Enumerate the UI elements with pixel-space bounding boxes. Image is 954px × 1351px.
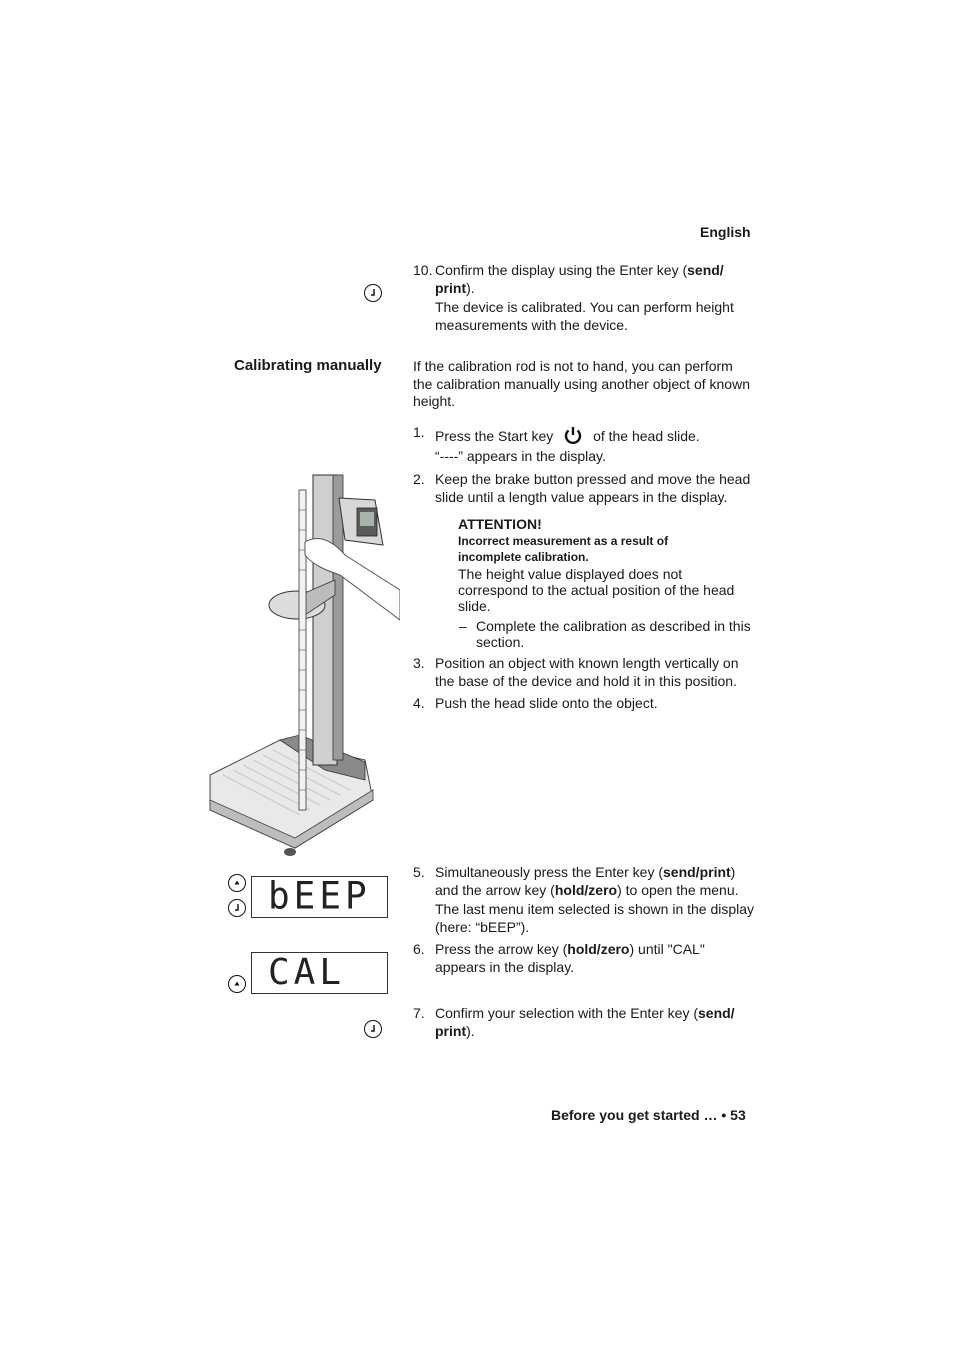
section-intro: If the calibration rod is not to hand, you can perform the calibration manually using another object of known height. (413, 358, 750, 409)
device-illustration (205, 470, 400, 865)
attention-bullet: Complete the calibration as described in this section. (476, 618, 751, 650)
step-4-text: Push the head slide onto the object. (435, 695, 658, 711)
attention-heading: ATTENTION! (458, 516, 542, 532)
lcd-display-beep (251, 876, 388, 918)
step-number: 10. (413, 262, 433, 278)
step-number: 3. (413, 655, 425, 671)
section-title: Calibrating manually (234, 357, 382, 374)
enter-key-icon (228, 899, 246, 917)
enter-key-icon (364, 284, 382, 302)
enter-key-icon (364, 1020, 382, 1038)
page-footer: Before you get started … • 53 (551, 1107, 746, 1123)
lcd-text: bEEP (268, 874, 371, 918)
attention-body: The height value displayed does not correspond to the actual position of the head slide. (458, 566, 735, 614)
step-3-text: Position an object with known length vertically on the base of the device and hold it in this position. (435, 655, 739, 689)
step-6-text: Press the arrow key (hold/zero) until "CAL" appears in the display. (435, 941, 705, 975)
step-number: 2. (413, 471, 425, 487)
step-7-text: Confirm your selection with the Enter key (send/ print). (435, 1005, 735, 1039)
step-number: 5. (413, 864, 425, 880)
language-label: English (700, 224, 751, 240)
step-number: 7. (413, 1005, 425, 1021)
attention-bullet-dash: – (459, 618, 467, 634)
step-10-text: Confirm the display using the Enter key (send/ print). (435, 262, 724, 296)
step-10-result: The device is calibrated. You can perform height measurements with the device. (435, 299, 734, 333)
lcd-text: CAL (268, 952, 346, 993)
step-number: 6. (413, 941, 425, 957)
lcd-display-cal (251, 952, 388, 994)
step-number: 1. (413, 424, 425, 440)
power-icon (562, 424, 584, 451)
step-number: 4. (413, 695, 425, 711)
step-2-text: Keep the brake button pressed and move the head slide until a length value appears in the display. (435, 471, 751, 505)
step-1-result: “----” appears in the display. (435, 448, 606, 464)
step-5-result: The last menu item selected is shown in the display (here: “bEEP”). (435, 901, 755, 935)
arrow-key-icon (228, 874, 246, 892)
step-1-text: Press the Start key of the head slide. (435, 424, 755, 451)
arrow-key-icon (228, 975, 246, 993)
step-5-text: Simultaneously press the Enter key (send/print) and the arrow key (hold/zero) to open the menu. (435, 864, 739, 898)
attention-subheading: Incorrect measurement as a result of incomplete calibration. (458, 534, 669, 564)
